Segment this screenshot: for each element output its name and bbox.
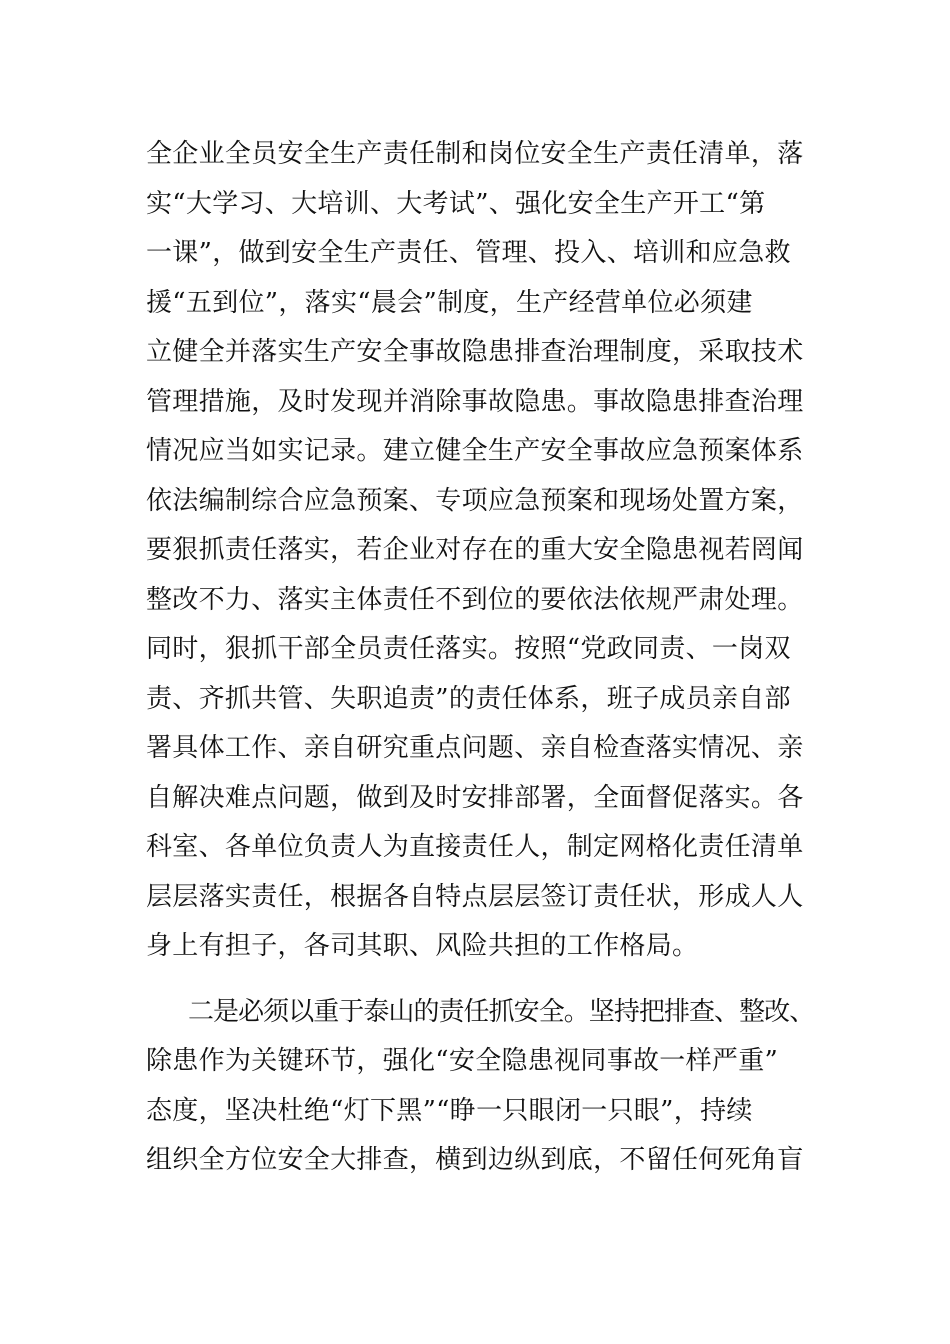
text-line: 除患作为关键环节，强化“安全隐患视同事故一样严重” bbox=[146, 1046, 779, 1076]
text-line: 身上有担子，各司其职、风险共担的工作格局。 bbox=[146, 931, 699, 961]
text-line: 立健全并落实生产安全事故隐患排查治理制度，采取技术 bbox=[146, 337, 804, 367]
text-line: 实“大学习、大培训、大考试”、强化安全生产开工“第 bbox=[146, 189, 766, 219]
text-line: 层层落实责任，根据各自特点层层签订责任状，形成人人 bbox=[146, 882, 804, 912]
text-line: 一课”，做到安全生产责任、管理、投入、培训和应急救 bbox=[146, 238, 791, 268]
paragraph-first-line: 二是必须以重于泰山的责任抓安全。坚持把排查、整改、 bbox=[188, 997, 815, 1027]
text-line: 科室、各单位负责人为直接责任人，制定网格化责任清单 bbox=[146, 832, 804, 862]
text-line: 援“五到位”，落实“晨会”制度，生产经营单位必须建 bbox=[146, 288, 753, 318]
text-line: 组织全方位安全大排查，横到边纵到底，不留任何死角盲 bbox=[146, 1145, 804, 1175]
text-line: 要狠抓责任落实，若企业对存在的重大安全隐患视若罔闻 bbox=[146, 535, 804, 565]
text-line: 态度，坚决杜绝“灯下黑”“睁一只眼闭一只眼”，持续 bbox=[146, 1096, 753, 1126]
text-line: 自解决难点问题，做到及时安排部署，全面督促落实。各 bbox=[146, 783, 804, 813]
text-line: 同时，狠抓干部全员责任落实。按照“党政同责、一岗双 bbox=[146, 634, 791, 664]
text-line: 整改不力、落实主体责任不到位的要依法依规严肃处理。 bbox=[146, 585, 804, 615]
text-line: 情况应当如实记录。建立健全生产安全事故应急预案体系 bbox=[146, 436, 804, 466]
text-line: 依法编制综合应急预案、专项应急预案和现场处置方案， bbox=[146, 486, 804, 516]
text-line: 署具体工作、亲自研究重点问题、亲自检查落实情况、亲 bbox=[146, 733, 804, 763]
text-line: 管理措施，及时发现并消除事故隐患。事故隐患排查治理 bbox=[146, 387, 804, 417]
text-line: 责、齐抓共管、失职追责”的责任体系，班子成员亲自部 bbox=[146, 684, 791, 714]
text-line: 全企业全员安全生产责任制和岗位安全生产责任清单，落 bbox=[146, 139, 804, 169]
